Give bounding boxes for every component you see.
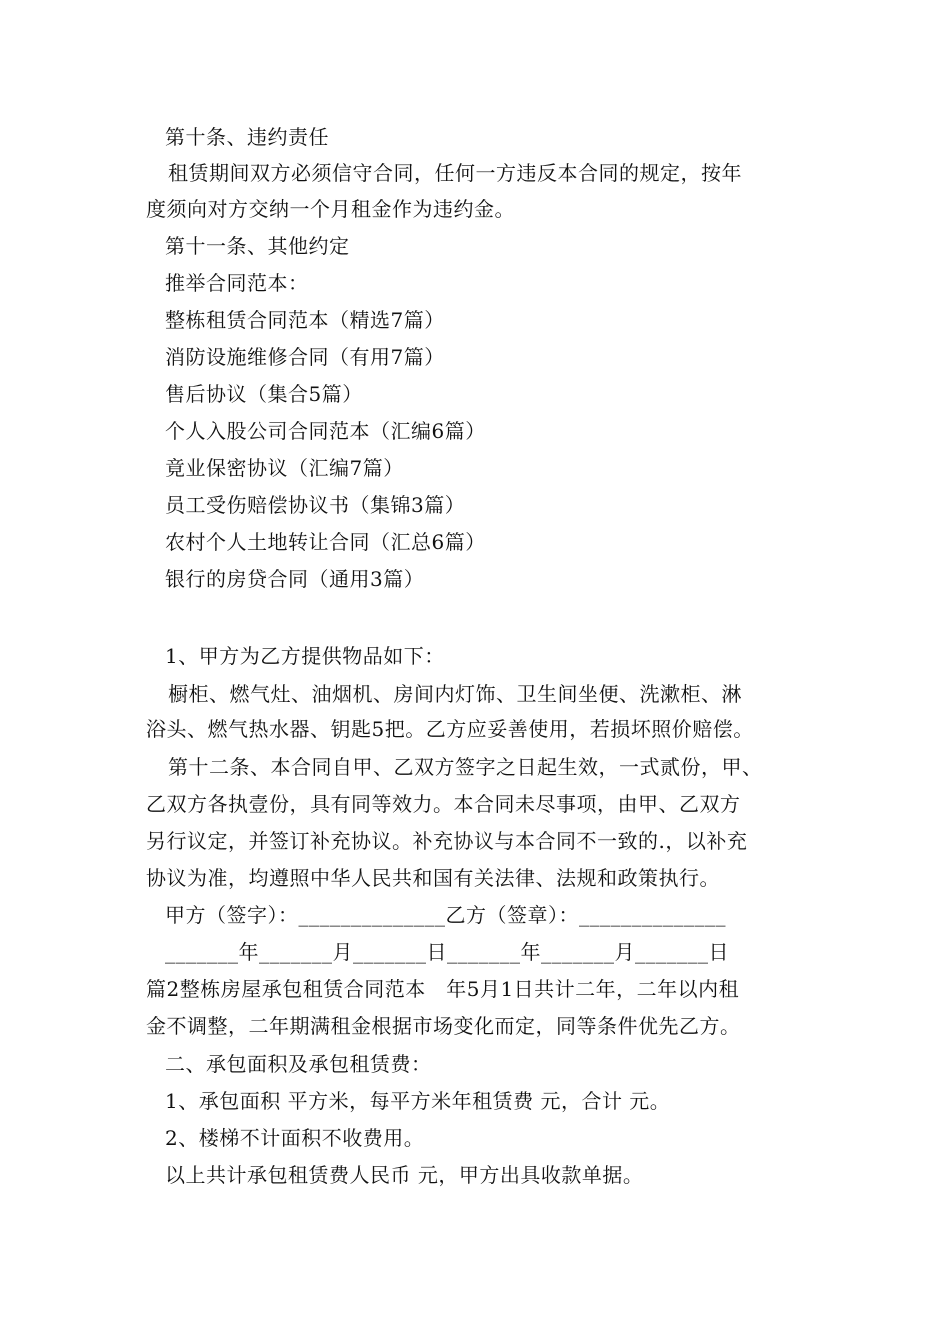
- paragraph-line: 浴头、燃气热水器、钥匙5把。乙方应妥善使用，若损坏照价赔偿。: [146, 717, 754, 741]
- paragraph-line: 乙双方各执壹份，具有同等效力。本合同未尽事项，由甲、乙双方: [146, 792, 741, 816]
- recommend-item: 竟业保密协议（汇编7篇）: [165, 456, 404, 480]
- recommend-item: 农村个人土地转让合同（汇总6篇）: [165, 530, 486, 554]
- paragraph-line: 金不调整，二年期满租金根据市场变化而定，同等条件优先乙方。: [146, 1014, 741, 1038]
- items-heading: 1、甲方为乙方提供物品如下：: [165, 644, 445, 668]
- recommend-item: 银行的房贷合同（通用3篇）: [165, 567, 425, 591]
- paragraph-line: 协议为准，均遵照中华人民共和国有关法律、法规和政策执行。: [146, 866, 720, 890]
- paragraph-line: 1、承包面积 平方米，每平方米年租赁费 元，合计 元。: [165, 1089, 671, 1113]
- section-heading: 二、承包面积及承包租赁费：: [165, 1052, 432, 1076]
- paragraph-line: 度须向对方交纳一个月租金作为违约金。: [146, 197, 515, 221]
- paragraph-line: 篇2整栋房屋承包租赁合同范本 年5月1日共计二年，二年以内租: [146, 977, 740, 1001]
- recommend-item: 员工受伤赔偿协议书（集锦3篇）: [165, 493, 466, 517]
- recommend-heading: 推举合同范本：: [165, 271, 309, 295]
- recommend-item: 整栋租赁合同范本（精选7篇）: [165, 308, 445, 332]
- paragraph-line: 橱柜、燃气灶、油烟机、房间内灯饰、卫生间坐便、洗漱柜、淋: [168, 682, 742, 706]
- recommend-item: 消防设施维修合同（有用7篇）: [165, 345, 445, 369]
- date-line: _______年_______月_______日_______年_______月_______日: [165, 940, 729, 964]
- paragraph-line: 租赁期间双方必须信守合同，任何一方违反本合同的规定，按年: [168, 161, 742, 185]
- paragraph-line: 另行议定，并签订补充协议。补充协议与本合同不一致的.，以补充: [146, 829, 748, 853]
- article-11-heading: 第十一条、其他约定: [165, 234, 350, 258]
- signature-line: 甲方（签字）：______________乙方（签章）：______________: [165, 903, 726, 927]
- article-12-line: 第十二条、本合同自甲、乙双方签字之日起生效，一式贰份，甲、: [168, 755, 763, 779]
- paragraph-line: 以上共计承包租赁费人民币 元，甲方出具收款单据。: [165, 1163, 644, 1187]
- paragraph-line: 2、楼梯不计面积不收费用。: [165, 1126, 425, 1150]
- article-10-heading: 第十条、违约责任: [165, 125, 329, 149]
- recommend-item: 售后协议（集合5篇）: [165, 382, 363, 406]
- recommend-item: 个人入股公司合同范本（汇编6篇）: [165, 419, 486, 443]
